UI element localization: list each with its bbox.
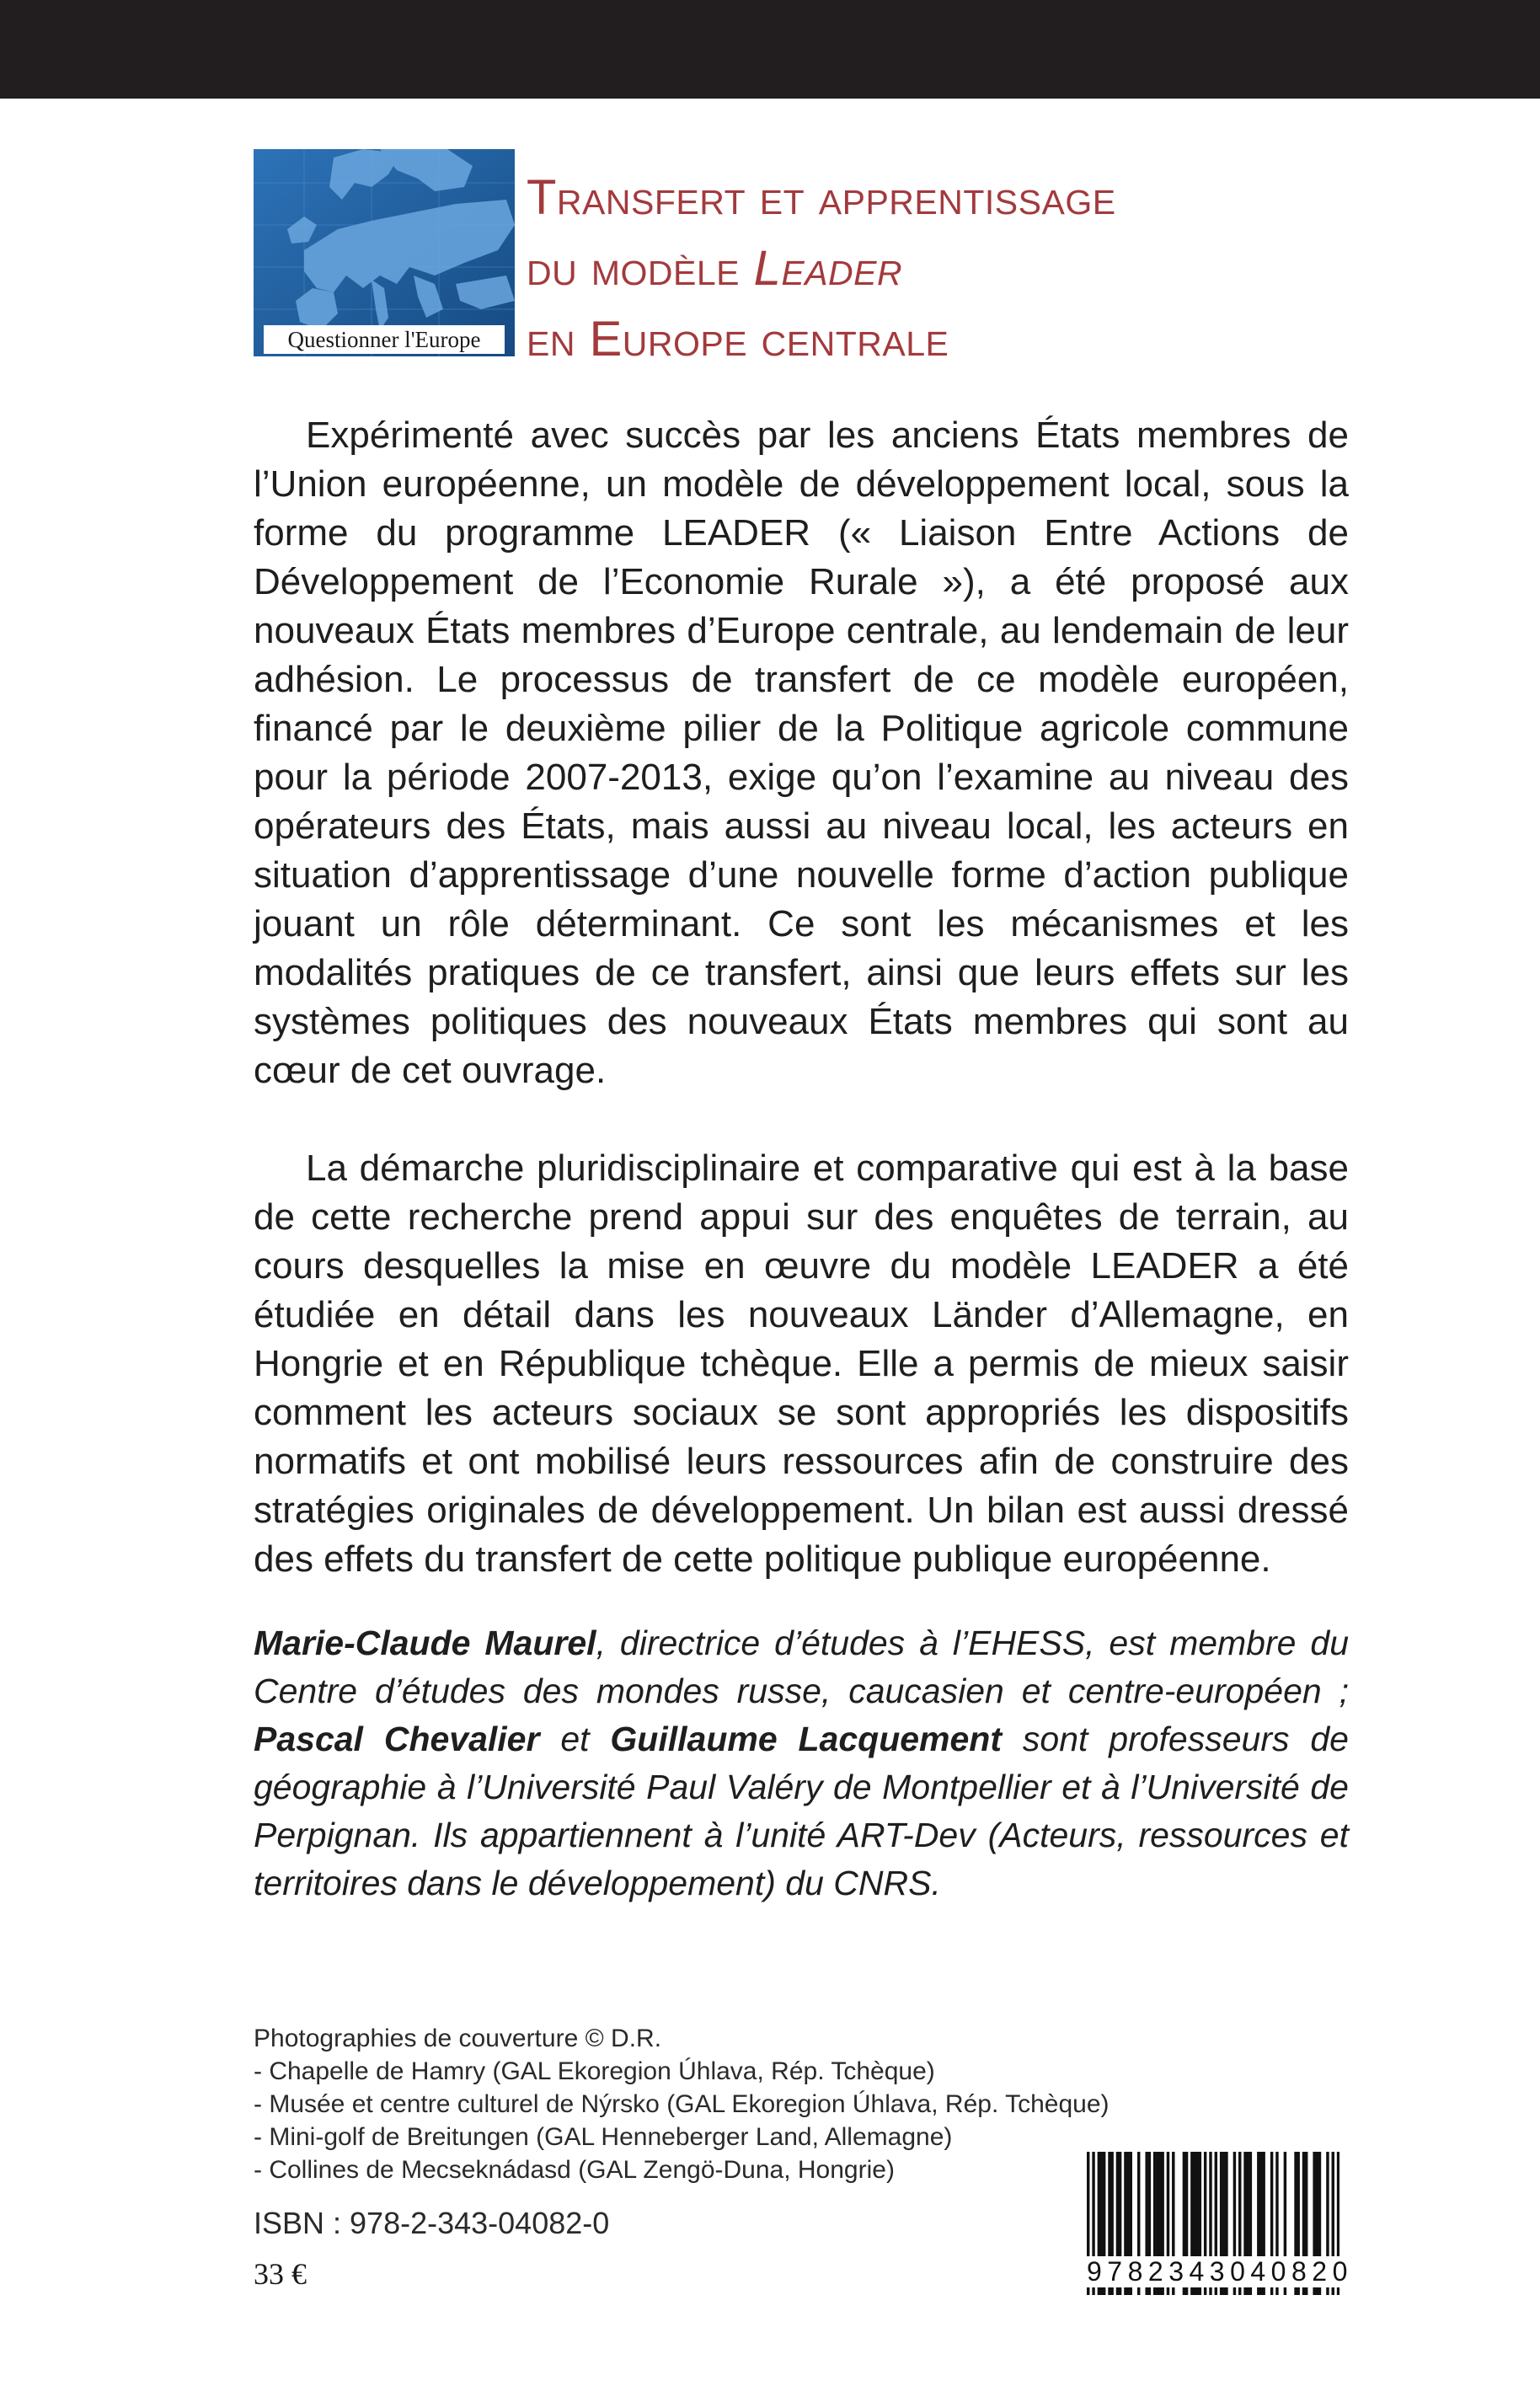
author-name-3: Guillaume Lacquement	[610, 1720, 1003, 1758]
author-name-2: Pascal Chevalier	[254, 1720, 540, 1758]
title-line-1: Transfert et apprentissage	[527, 170, 1116, 225]
title-line-3: en Europe centrale	[527, 312, 949, 366]
series-logo	[254, 149, 515, 356]
author-name-1: Marie-Claude Maurel	[254, 1624, 596, 1662]
bio-text-2: et	[539, 1720, 611, 1758]
title-line-2	[527, 233, 1453, 304]
top-band	[0, 0, 1540, 99]
credit-item: - Collines de Mecseknádasd (GAL Zengö-Duna, Hongrie)	[254, 2156, 895, 2184]
credit-item: - Musée et centre culturel de Nýrsko (GAL Ekoregion Úhlava, Rép. Tchèque)	[254, 2090, 1110, 2118]
credits-heading: Photographies de couverture © D.R.	[254, 2025, 662, 2052]
barcode-digits: 9782343040820	[1087, 2256, 1353, 2287]
bio-text-3: sont professeurs de géographie à l’Université Paul Valéry de Montpellier et à l’Université de Perpignan. Ils appartiennent à l’unité ART-Dev (Acteurs, ressources et territoires dans le développement) du CNRS.	[254, 1720, 1349, 1902]
credit-item: - Chapelle de Hamry (GAL Ekoregion Úhlava, Rép. Tchèque)	[254, 2057, 935, 2085]
bio-text-1: , directrice d’études à l’EHESS, est membre du Centre d’études des mondes russe, caucasien et centre-européen ;	[254, 1624, 1349, 1710]
book-title	[527, 163, 1453, 375]
credit-item: - Mini-golf de Breitungen (GAL Henneberger Land, Allemagne)	[254, 2123, 953, 2151]
series-label: Questionner l'Europe	[264, 325, 505, 354]
author-bio	[254, 1619, 1349, 1907]
isbn: ISBN : 978-2-343-04082-0	[254, 2206, 610, 2240]
blurb-paragraph-2: La démarche pluridisciplinaire et comparative qui est à la base de cette recherche prend appui sur des enquêtes de terrain, au cours desquelles la mise en œuvre du modèle LEADER a été étudiée en détail dans les nouveaux Länder d’Allemagne, en Hongrie et en République tchèque. Elle a permis de mieux saisir comment les acteurs sociaux se sont appropriés les dispositifs normatifs et ont mobilisé leurs ressources afin de construire des stratégies originales de développement. Un bilan est aussi dressé des effets du transfert de cette politique publique européenne.	[254, 1148, 1349, 1580]
blurb-paragraph-1: Expérimenté avec succès par les anciens États membres de l’Union européenne, un modèle de développement local, sous la forme du programme LEADER (« Liaison Entre Actions de Développement de l’Economie Rurale »), a été proposé aux nouveaux États membres d’Europe centrale, au lendemain de leur adhésion. Le processus de transfert de ce modèle européen, financé par le deuxième pilier de la Politique agricole commune pour la période 2007-2013, exige qu’on l’examine au niveau des opérateurs des États, mais aussi au niveau local, les acteurs en situation d’apprentissage d’une nouvelle forme d’action publique jouant un rôle déterminant. Ce sont les mécanismes et les modalités pratiques de ce transfert, ainsi que leurs effets sur les systèmes politiques des nouveaux États membres qui sont au cœur de cet ouvrage.	[254, 415, 1349, 1091]
title-leader-word: Leader	[753, 241, 903, 296]
title-line-2-prefix: du modèle	[527, 241, 754, 296]
blurb	[254, 411, 1349, 1584]
price: 33 €	[254, 2257, 307, 2291]
photo-credits	[254, 2022, 1222, 2186]
